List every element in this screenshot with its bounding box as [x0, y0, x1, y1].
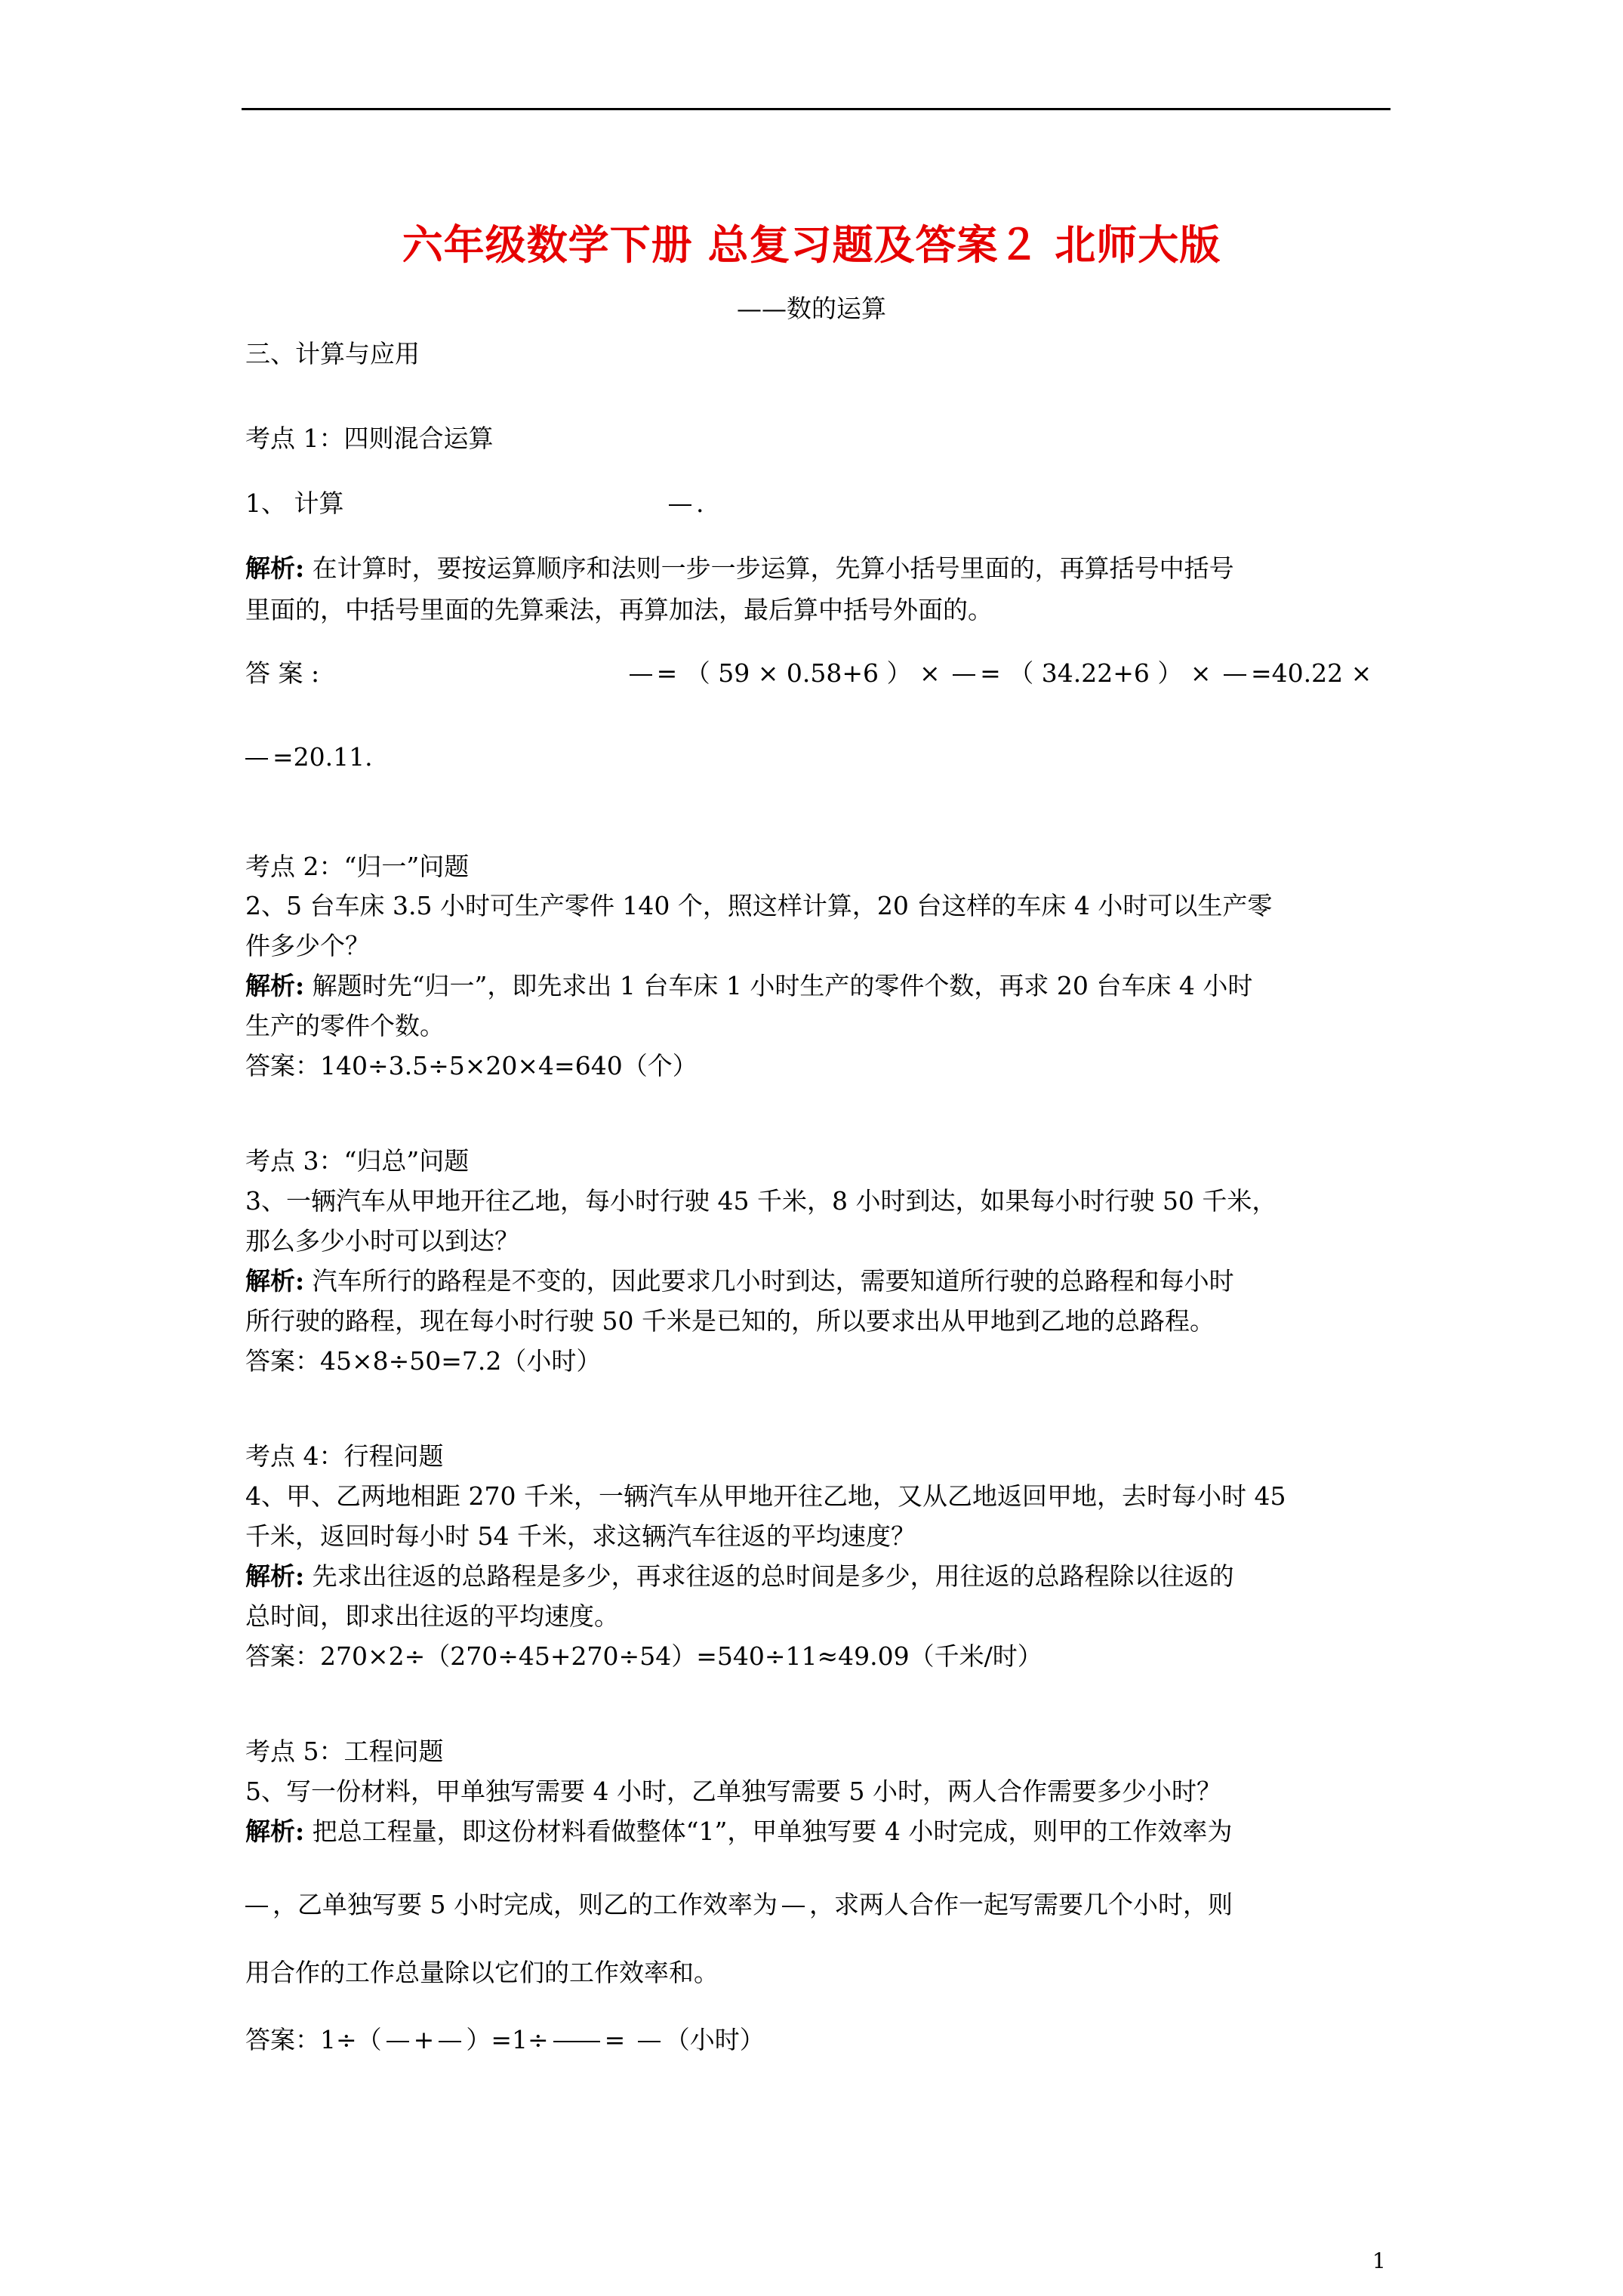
topic-2-analysis-line1 — [245, 966, 1252, 1002]
answer-part-c: =40.22 × — [1250, 658, 1372, 688]
topic-4-analysis-line2: 总时间，即求出往返的平均速度。 — [245, 1601, 619, 1631]
topic-1-answer-line1 — [245, 654, 1372, 689]
answer-part-d: = — [604, 2025, 633, 2054]
fraction-bar — [669, 504, 691, 506]
topic-2-question-line1: 2、5 台车床 3.5 小时可生产零件 140 个，照这样计算，20 台这样的车床 4 小时可以生产零 — [245, 891, 1273, 920]
topic-1-analysis-line2: 里面的，中括号里面的先算乘法，再算加法，最后算中括号外面的。 — [245, 595, 993, 624]
page-number: 1 — [1372, 2248, 1386, 2273]
analysis-label: 解析: — [245, 553, 305, 583]
topic-5-heading: 考点 5：工程问题 — [245, 1737, 444, 1766]
topic-3-heading: 考点 3：“归总”问题 — [245, 1146, 470, 1176]
topic-1-question: 1、 计算 . — [245, 488, 704, 518]
fraction-bar — [245, 1906, 268, 1907]
fraction-bar — [553, 2041, 600, 2042]
topic-5-analysis-line1 — [245, 1812, 1232, 1848]
answer-part-a: 答案：1÷（ — [245, 2025, 382, 2054]
analysis-text: 先求出往返的总路程是多少，再求往返的总时间是多少，用往返的总路程除以往返的 — [304, 1561, 1234, 1591]
topic-3-question-line1: 3、一辆汽车从甲地开往乙地，每小时行驶 45 千米，8 小时到达，如果每小时行驶 50 千米， — [245, 1186, 1277, 1216]
answer-part-e: （小时） — [664, 2025, 765, 2054]
topic-3-analysis-line1 — [245, 1262, 1234, 1297]
answer-part-c: ）=1÷ — [466, 2025, 549, 2054]
topic-4-analysis-line1 — [245, 1557, 1234, 1592]
analysis-part-b: ，求两人合作一起写需要几个小时，则 — [808, 1890, 1233, 1919]
topic-4-question-line1: 4、甲、乙两地相距 270 千米，一辆汽车从甲地开往乙地，又从乙地返回甲地，去时每小时 45 — [245, 1481, 1286, 1511]
analysis-label: 解析: — [245, 1266, 305, 1296]
topic-3-question-line2: 那么多少小时可以到达？ — [245, 1226, 519, 1256]
fraction-bar — [630, 674, 652, 676]
analysis-part-a: ，乙单独写要 5 小时完成，则乙的工作效率为 — [273, 1890, 778, 1919]
document-subtitle: ——数的运算 — [737, 294, 886, 323]
topic-4-heading: 考点 4：行程问题 — [245, 1441, 444, 1471]
analysis-label: 解析: — [245, 1817, 305, 1846]
topic-3-analysis-line2: 所行驶的路程，现在每小时行驶 50 千米是已知的，所以要求出从甲地到乙地的总路程。 — [245, 1306, 1215, 1336]
analysis-text: 把总工程量，即这份材料看做整体“1”，甲单独写要 4 小时完成，则甲的工作效率为 — [304, 1817, 1233, 1846]
topic-2-analysis-line2: 生产的零件个数。 — [245, 1011, 445, 1040]
header-rule — [242, 108, 1390, 110]
document-title: 六年级数学下册 总复习题及答案２ 北师大版 — [402, 220, 1221, 269]
answer-label: 答 案 : — [245, 658, 320, 688]
analysis-label: 解析: — [245, 971, 305, 1000]
fraction-bar — [638, 2041, 661, 2042]
topic-5-analysis-line3: 用合作的工作总量除以它们的工作效率和。 — [245, 1958, 719, 1987]
topic-2-question-line2: 件多少个？ — [245, 931, 370, 960]
topic-2-heading: 考点 2：“归一”问题 — [245, 852, 470, 881]
answer-part-a: = （ 59 × 0.58+6 ） × — [656, 658, 949, 688]
analysis-text: 汽车所行的路程是不变的，因此要求几小时到达，需要知道所行驶的总路程和每小时 — [304, 1266, 1234, 1296]
topic-5-question: 5、写一份材料，甲单独写需要 4 小时，乙单独写需要 5 小时，两人合作需要多少小时？ — [245, 1777, 1221, 1806]
fraction-bar — [953, 674, 975, 676]
answer-part-b: = （ 34.22+6 ） × — [980, 658, 1219, 688]
topic-1-answer-line2 — [245, 742, 373, 772]
fraction-bar — [782, 1906, 805, 1907]
fraction-bar — [439, 2041, 461, 2042]
fraction-bar — [387, 2041, 409, 2042]
topic-3-answer: 答案：45×8÷50=7.2（小时） — [245, 1346, 602, 1376]
topic-4-question-line2: 千米，返回时每小时 54 千米，求这辆汽车往返的平均速度？ — [245, 1521, 916, 1551]
analysis-label: 解析: — [245, 1561, 305, 1591]
topic-1-heading: 考点 1：四则混合运算 — [245, 424, 494, 453]
topic-1-question-text: 1、 计算 — [245, 488, 344, 518]
fraction-bar — [245, 758, 268, 760]
answer-result: =20.11. — [273, 742, 373, 772]
topic-5-answer — [245, 2020, 765, 2056]
topic-2-answer: 答案：140÷3.5÷5×20×4=640（个） — [245, 1051, 698, 1080]
topic-4-answer: 答案：270×2÷（270÷45+270÷54）=540÷11≈49.09（千米/时） — [245, 1641, 1042, 1671]
analysis-text: 解题时先“归一”，即先求出 1 台车床 1 小时生产的零件个数，再求 20 台车床 4 小时 — [304, 971, 1253, 1000]
answer-part-b: + — [413, 2025, 435, 2054]
topic-5-analysis-line2 — [245, 1885, 1233, 1921]
topic-1-analysis-line1 — [245, 549, 1234, 584]
section-heading: 三、计算与应用 — [245, 339, 420, 368]
fraction-bar — [1224, 674, 1246, 676]
analysis-text: 在计算时，要按运算顺序和法则一步一步运算，先算小括号里面的，再算括号中括号 — [304, 553, 1234, 583]
